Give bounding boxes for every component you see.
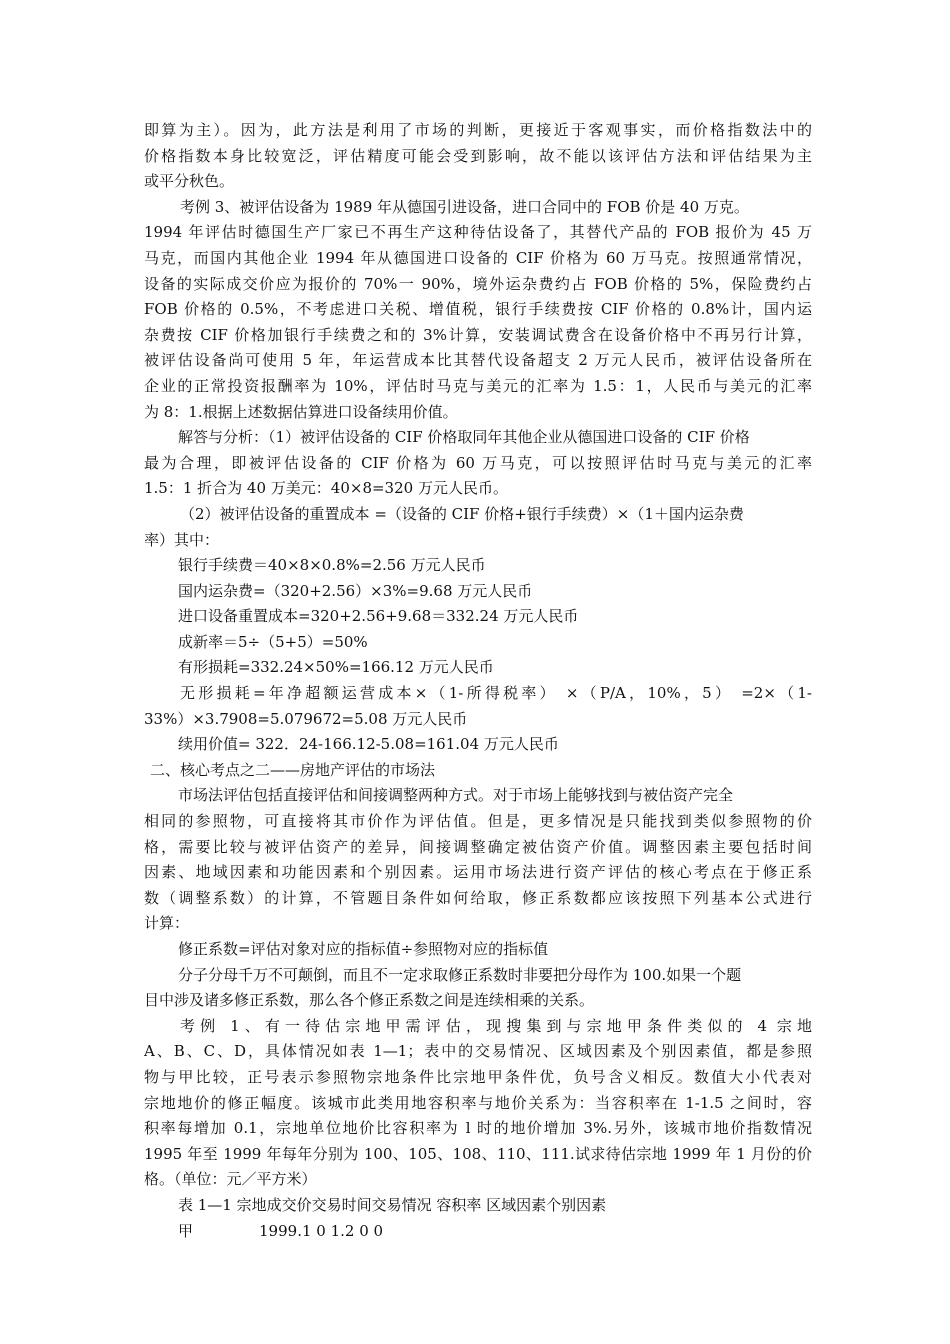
calc-line: 续用价值= 322．24-166.12-5.08=161.04 万元人民币 xyxy=(178,735,559,754)
text-line: FOB 价格的 0.5%，不考虑进口关税、增值税，银行手续费按 CIF 价格的 0.8%计，国内运 xyxy=(144,300,812,319)
table-title: 表 1—1 宗地成交价交易时间交易情况 容积率 区域因素个别因素 xyxy=(178,1195,607,1214)
text-line: 为 8：1.根据上述数据估算进口设备续用价值。 xyxy=(144,402,458,421)
example-3-heading-line: 考例 3、被评估设备为 1989 年从德国引进设备，进口合同中的 FOB 价是 40 万克。 xyxy=(180,197,749,216)
calc-line: 成新率＝5÷（5+5）=50% xyxy=(178,632,368,651)
text-line: 积率每增加 0.1，宗地单位地价比容积率为 l 时的地价增加 3%.另外，该城市地价指数情况 xyxy=(144,1119,812,1138)
text-line: 被评估设备尚可使用 5 年，年运营成本比其替代设备超支 2 万元人民币，被评估设备所在 xyxy=(144,351,812,370)
calc-line: 有形损耗=332.24×50%=166.12 万元人民币 xyxy=(178,658,494,677)
text-line: 解答与分析：（1）被评估设备的 CIF 价格取同年其他企业从德国进口设备的 CIF 价格 xyxy=(178,428,750,447)
text-line: 企业的正常投资报酬率为 10%，评估时马克与美元的汇率为 1.5：1，人民币与美元的汇率 xyxy=(144,376,812,395)
text-line: 33%）×3.7908=5.079672=5.08 万元人民币 xyxy=(144,709,468,728)
table-row-values: 1999.1 0 1.2 0 0 xyxy=(259,1221,384,1240)
text-line: 价格指数本身比较宽泛，评估精度可能会受到影响，故不能以该评估方法和评估结果为主 xyxy=(144,146,812,165)
text-line: 最为合理，即被评估设备的 CIF 价格为 60 万马克，可以按照评估时马克与美元的汇率 xyxy=(144,453,812,472)
calc-line: 国内运杂费=（320+2.56）×3%=9.68 万元人民币 xyxy=(178,581,533,600)
text-line: 相同的参照物，可直接将其市价作为评估值。但是，更多情况是只能找到类似参照物的价 xyxy=(144,812,812,831)
text-line: 即算为主）。因为，此方法是利用了市场的判断，更接近于客观事实，而价格指数法中的 xyxy=(144,121,812,139)
text-line: 物与甲比较，正号表示参照物宗地条件比宗地甲条件优，负号含义相反。数值大小代表对 xyxy=(144,1067,812,1086)
text-line: 设备的实际成交价应为报价的 70%一 90%，境外运杂费约占 FOB 价格的 5%，保险费约占 xyxy=(144,274,812,293)
document-body xyxy=(144,118,812,1244)
section-heading: 二、核心考点之二——房地产评估的市场法 xyxy=(150,760,436,779)
text-line: 1995 年至 1999 年每年分别为 100、105、108、110、111.试求待估宗地 1999 年 1 月份的价 xyxy=(144,1144,812,1163)
table-row-name: 甲 xyxy=(178,1221,194,1240)
formula-line: 修正系数=评估对象对应的指标值÷参照物对应的指标值 xyxy=(178,940,549,958)
text-line: 或平分秋色。 xyxy=(144,172,235,191)
text-line: 无形损耗=年净超额运营成本×（1-所得税率） ×（P/A，10%，5） =2×（1- xyxy=(180,684,812,703)
text-line: 分子分母千万不可颠倒，而且不一定求取修正系数时非要把分母作为 100.如果一个题 xyxy=(178,965,742,984)
text-line: 宗地地价的修正幅度。该城市此类用地容积率与地价关系为：当容积率在 1-1.5 之间时，容 xyxy=(144,1093,812,1112)
text-line: 计算： xyxy=(144,914,190,933)
example-1-heading-line: 考例 1、有一待估宗地甲需评估，现搜集到与宗地甲条件类似的 4 宗地 xyxy=(180,1016,812,1035)
text-line: 因素、地域因素和功能因素和个别因素。运用市场法进行资产评估的核心考点在于修正系 xyxy=(144,863,812,882)
text-line: 马克，而国内其他企业 1994 年从德国进口设备的 CIF 价格为 60 万马克。按照通常情况， xyxy=(144,248,812,267)
text-line: 杂费按 CIF 价格加银行手续费之和的 3%计算，安装调试费含在设备价格中不再另行计算， xyxy=(144,325,812,344)
text-line: 1994 年评估时德国生产厂家已不再生产这种待估设备了，其替代产品的 FOB 报价为 45 万 xyxy=(144,223,812,242)
text-line: 率）其中： xyxy=(144,530,220,549)
calc-line: 银行手续费＝40×8×0.8%=2.56 万元人民币 xyxy=(178,556,486,575)
text-line: （2）被评估设备的重置成本 =（设备的 CIF 价格+银行手续费）×（1＋国内运杂费 xyxy=(180,504,744,523)
text-line: 格。（单位：元／平方米） xyxy=(144,1170,317,1189)
text-line: 1.5：1 折合为 40 万美元：40×8=320 万元人民币。 xyxy=(144,479,508,498)
text-line: 目中涉及诸多修正系数，那么各个修正系数之间是连续相乘的关系。 xyxy=(144,991,595,1010)
text-line: 市场法评估包括直接评估和间接调整两种方式。对于市场上能够找到与被估资产完全 xyxy=(178,786,734,805)
text-line: 格，需要比较与被评估资产的差异，间接调整确定被估资产价值。调整因素主要包括时间 xyxy=(144,837,812,856)
text-line: A、B、C、D，具体情况如表 1—1；表中的交易情况、区域因素及个别因素值，都是参照 xyxy=(144,1042,812,1061)
text-line: 数（调整系数）的计算，不管题目条件如何给取，修正系数都应该按照下列基本公式进行 xyxy=(144,888,812,907)
calc-line: 进口设备重置成本=320+2.56+9.68＝332.24 万元人民币 xyxy=(178,607,579,626)
table-row xyxy=(144,1219,812,1245)
